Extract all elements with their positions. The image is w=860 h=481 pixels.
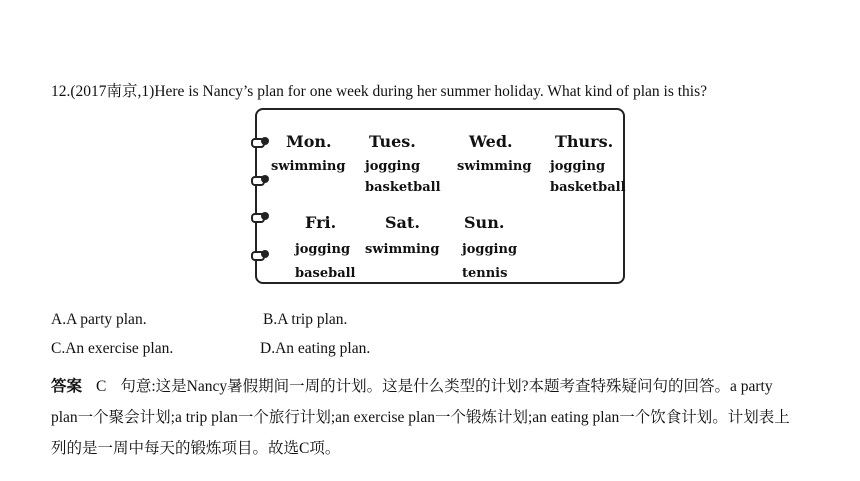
day-friday: Fri.	[305, 213, 337, 232]
option-a: A.A party plan.	[51, 311, 147, 328]
answer-key: C	[96, 378, 107, 395]
answer-explanation	[51, 371, 801, 464]
activity-friday-2: baseball	[295, 266, 356, 281]
day-sunday: Sun.	[464, 213, 505, 232]
day-saturday: Sat.	[385, 213, 420, 232]
activity-tuesday-1: jogging	[365, 159, 421, 174]
activity-monday-1: swimming	[271, 159, 346, 174]
question-text: 12.(2017南京,1)Here is Nancy’s plan for one week during her summer holiday. What kind of plan is this?	[51, 83, 708, 100]
activity-thursday-1: jogging	[550, 159, 606, 174]
binder-ring-icon	[251, 251, 265, 261]
activity-saturday-1: swimming	[365, 242, 440, 257]
activity-wednesday-1: swimming	[457, 159, 532, 174]
activity-thursday-2: basketball	[550, 180, 626, 195]
binder-ring-icon	[251, 138, 265, 148]
day-monday: Mon.	[286, 132, 332, 151]
activity-sunday-1: jogging	[462, 242, 518, 257]
day-wednesday: Wed.	[469, 132, 513, 151]
day-thursday: Thurs.	[555, 132, 614, 151]
activity-tuesday-2: basketball	[365, 180, 441, 195]
activity-sunday-2: tennis	[462, 266, 508, 281]
answer-label: 答案	[51, 377, 83, 395]
plan-card	[255, 108, 625, 284]
day-tuesday: Tues.	[369, 132, 416, 151]
explanation-text: 句意:这是Nancy暑假期间一周的计划。这是什么类型的计划?本题考查特殊疑问句的回答。a party plan一个聚会计划;a trip plan一个旅行计划;an exercise plan一个锻炼计划;an eating plan一个饮食计划。计划表上列的是一周中每天的锻炼项目。故选C项。	[51, 378, 790, 457]
activity-friday-1: jogging	[295, 242, 351, 257]
option-c: C.An exercise plan.	[51, 340, 174, 357]
option-d: D.An eating plan.	[260, 340, 371, 357]
binder-ring-icon	[251, 213, 265, 223]
binder-ring-icon	[251, 176, 265, 186]
option-b: B.A trip plan.	[263, 311, 348, 328]
